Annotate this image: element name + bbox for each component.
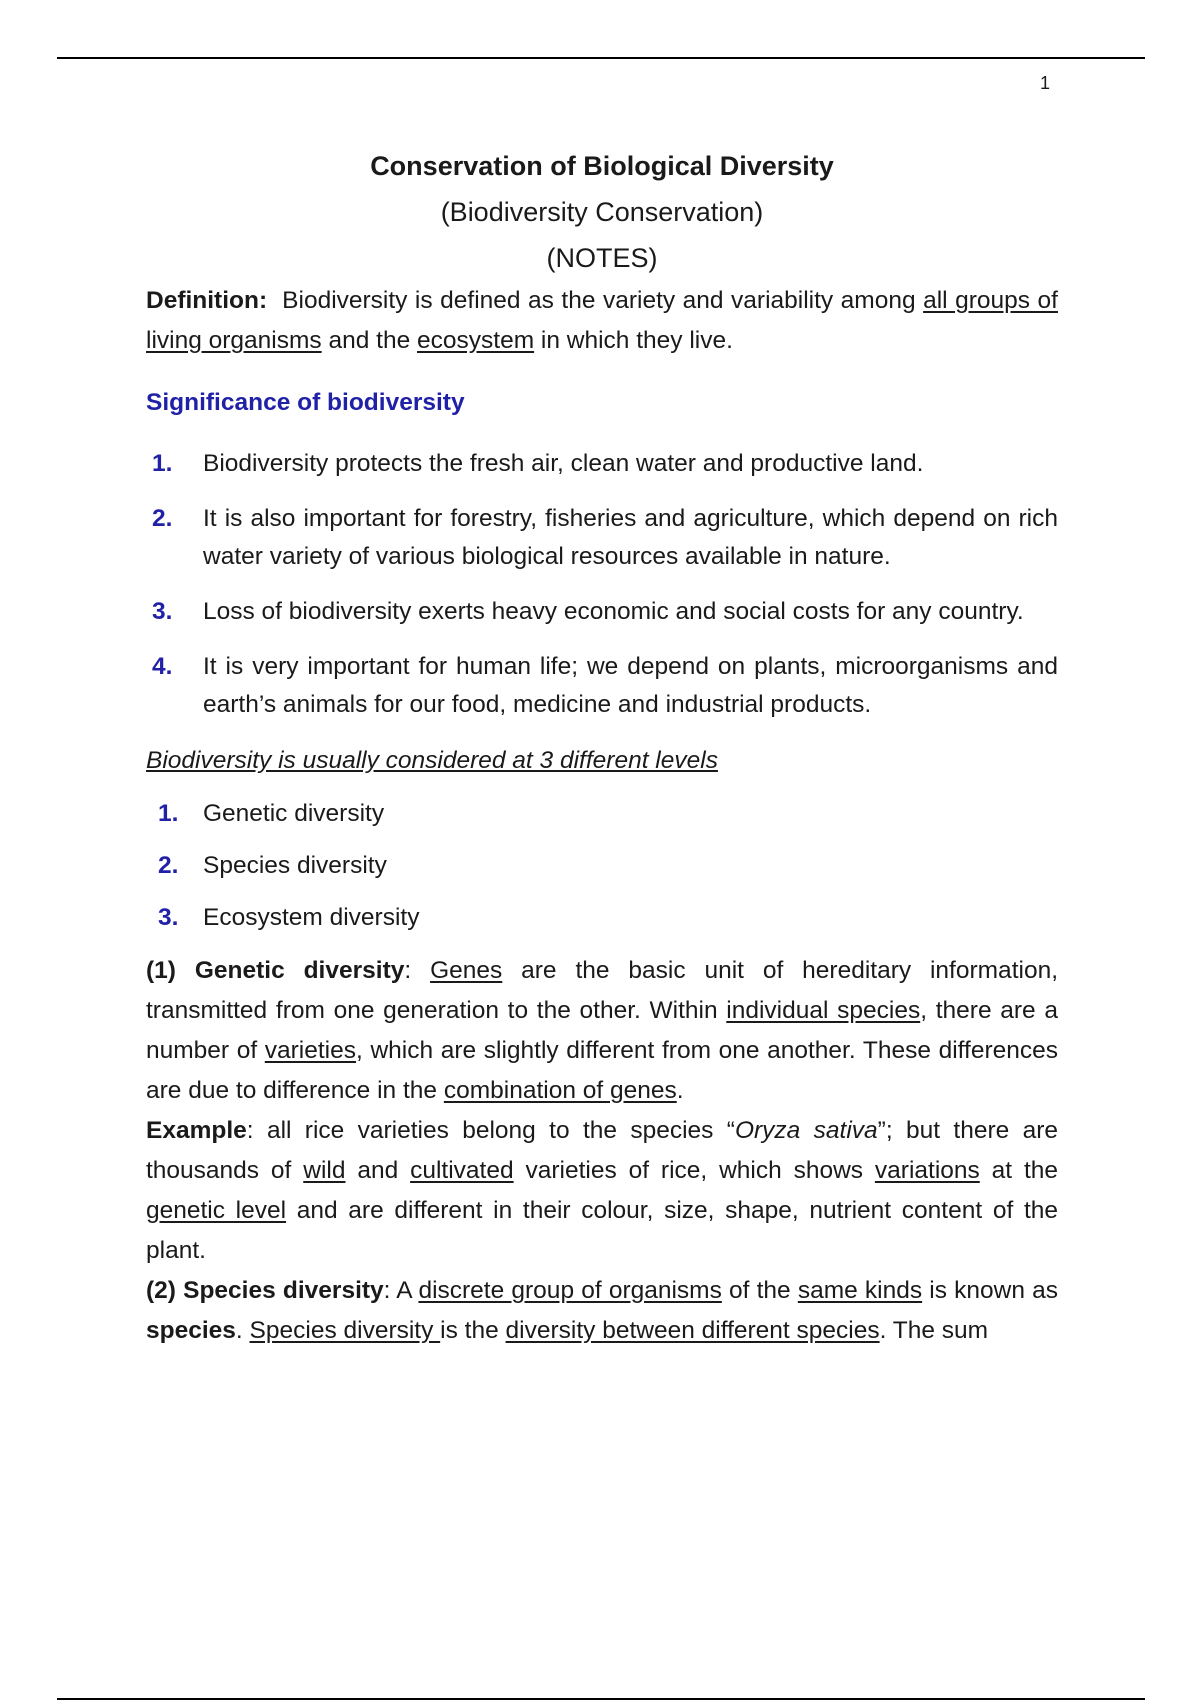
species-name: Oryza sativa [734, 1117, 878, 1144]
paragraph-text: : A [383, 1277, 419, 1304]
list-number: 2. [158, 852, 179, 879]
list-text: Species diversity [203, 852, 387, 879]
paragraph-text: : [404, 957, 431, 984]
species-diversity-paragraph [146, 1271, 1058, 1351]
definition-underline: ecosystem [417, 327, 535, 354]
paragraph-text: , there are a number of [146, 997, 1058, 1064]
underlined-term: individual species [726, 997, 921, 1024]
paragraph-text: at the [979, 1157, 1059, 1184]
list-item [146, 500, 1058, 576]
significance-list [146, 445, 1058, 724]
list-number: 3. [158, 904, 179, 931]
page-number: 1 [1040, 73, 1051, 93]
list-number: 3. [152, 598, 173, 625]
list-text: Genetic diversity [203, 800, 385, 827]
section-label: Genetic diversity [175, 957, 405, 984]
list-item [146, 795, 1058, 833]
list-item [146, 593, 1058, 631]
list-number: 1. [152, 450, 173, 477]
list-item [146, 445, 1058, 483]
list-text: It is very important for human life; we depend on plants, microorganisms and earth’s animals for our food, medicine and industrial products. [203, 653, 1058, 718]
paragraph-text: . [235, 1317, 250, 1344]
paragraph-text: is the [440, 1317, 506, 1344]
list-item [146, 648, 1058, 724]
list-item [146, 899, 1058, 937]
levels-heading: Biodiversity is usually considered at 3 different levels [146, 747, 718, 774]
paragraph-text: are the basic unit of hereditary information, transmitted from one generation to the other. Within [146, 957, 1058, 1024]
significance-heading: Significance of biodiversity [146, 389, 465, 416]
section-label: Species diversity [175, 1277, 384, 1304]
top-rule [57, 57, 1145, 59]
paragraph-text: and are different in their colour, size, shape, nutrient content of the plant. [146, 1197, 1058, 1264]
paragraph-text: varieties of rice, which shows [513, 1157, 875, 1184]
paragraph-text: . The sum [879, 1317, 989, 1344]
list-item [146, 847, 1058, 885]
list-text: Ecosystem diversity [203, 904, 420, 931]
underlined-term: wild [303, 1157, 346, 1184]
notes-label: (NOTES) [546, 243, 658, 273]
page-title: Conservation of Biological Diversity [370, 151, 834, 181]
list-text: Loss of biodiversity exerts heavy economic and social costs for any country. [203, 598, 1024, 625]
underlined-term: genetic level [146, 1197, 287, 1224]
genetic-diversity-paragraph [146, 951, 1058, 1111]
paragraph-text: . [676, 1077, 684, 1104]
document-body [146, 143, 1058, 1351]
definition-paragraph [146, 281, 1058, 361]
paragraph-text: and [345, 1157, 411, 1184]
section-number: (1) [146, 957, 176, 984]
bold-term: species [146, 1317, 236, 1344]
example-paragraph [146, 1111, 1058, 1271]
paragraph-text: , which are slightly different from one another. These differences are due to difference in the [146, 1037, 1058, 1104]
underlined-term: variations [874, 1157, 980, 1184]
list-text: Biodiversity protects the fresh air, clean water and productive land. [203, 450, 924, 477]
paragraph-text: ”; but there are thousands of [146, 1117, 1058, 1184]
definition-text: and the [321, 327, 418, 354]
definition-underline: all groups of living organisms [146, 287, 1058, 354]
underlined-term: combination of genes [443, 1077, 677, 1104]
levels-list [146, 795, 1058, 937]
example-label: Example [146, 1117, 247, 1144]
definition-text: Biodiversity is defined as the variety and variability among [282, 287, 924, 314]
paragraph-text: : all rice varieties belong to the species “ [246, 1117, 735, 1144]
underlined-term: Species diversity [249, 1317, 441, 1344]
underlined-term: same kinds [797, 1277, 923, 1304]
underlined-term: discrete group of organisms [418, 1277, 722, 1304]
underlined-term: cultivated [410, 1157, 514, 1184]
underlined-term: diversity between different species [505, 1317, 880, 1344]
definition-label: Definition: [146, 287, 268, 314]
paragraph-text: of the [721, 1277, 798, 1304]
paragraph-text: is known as [922, 1277, 1058, 1304]
underlined-term: Genes [430, 957, 503, 984]
underlined-term: varieties [264, 1037, 356, 1064]
list-number: 2. [152, 505, 173, 532]
section-number: (2) [146, 1277, 176, 1304]
list-text: It is also important for forestry, fisheries and agriculture, which depend on rich water variety of various biological resources available in nature. [203, 505, 1058, 570]
definition-text: in which they live. [534, 327, 733, 354]
page-subtitle: (Biodiversity Conservation) [440, 197, 764, 227]
list-number: 4. [152, 653, 173, 680]
list-number: 1. [158, 800, 179, 827]
